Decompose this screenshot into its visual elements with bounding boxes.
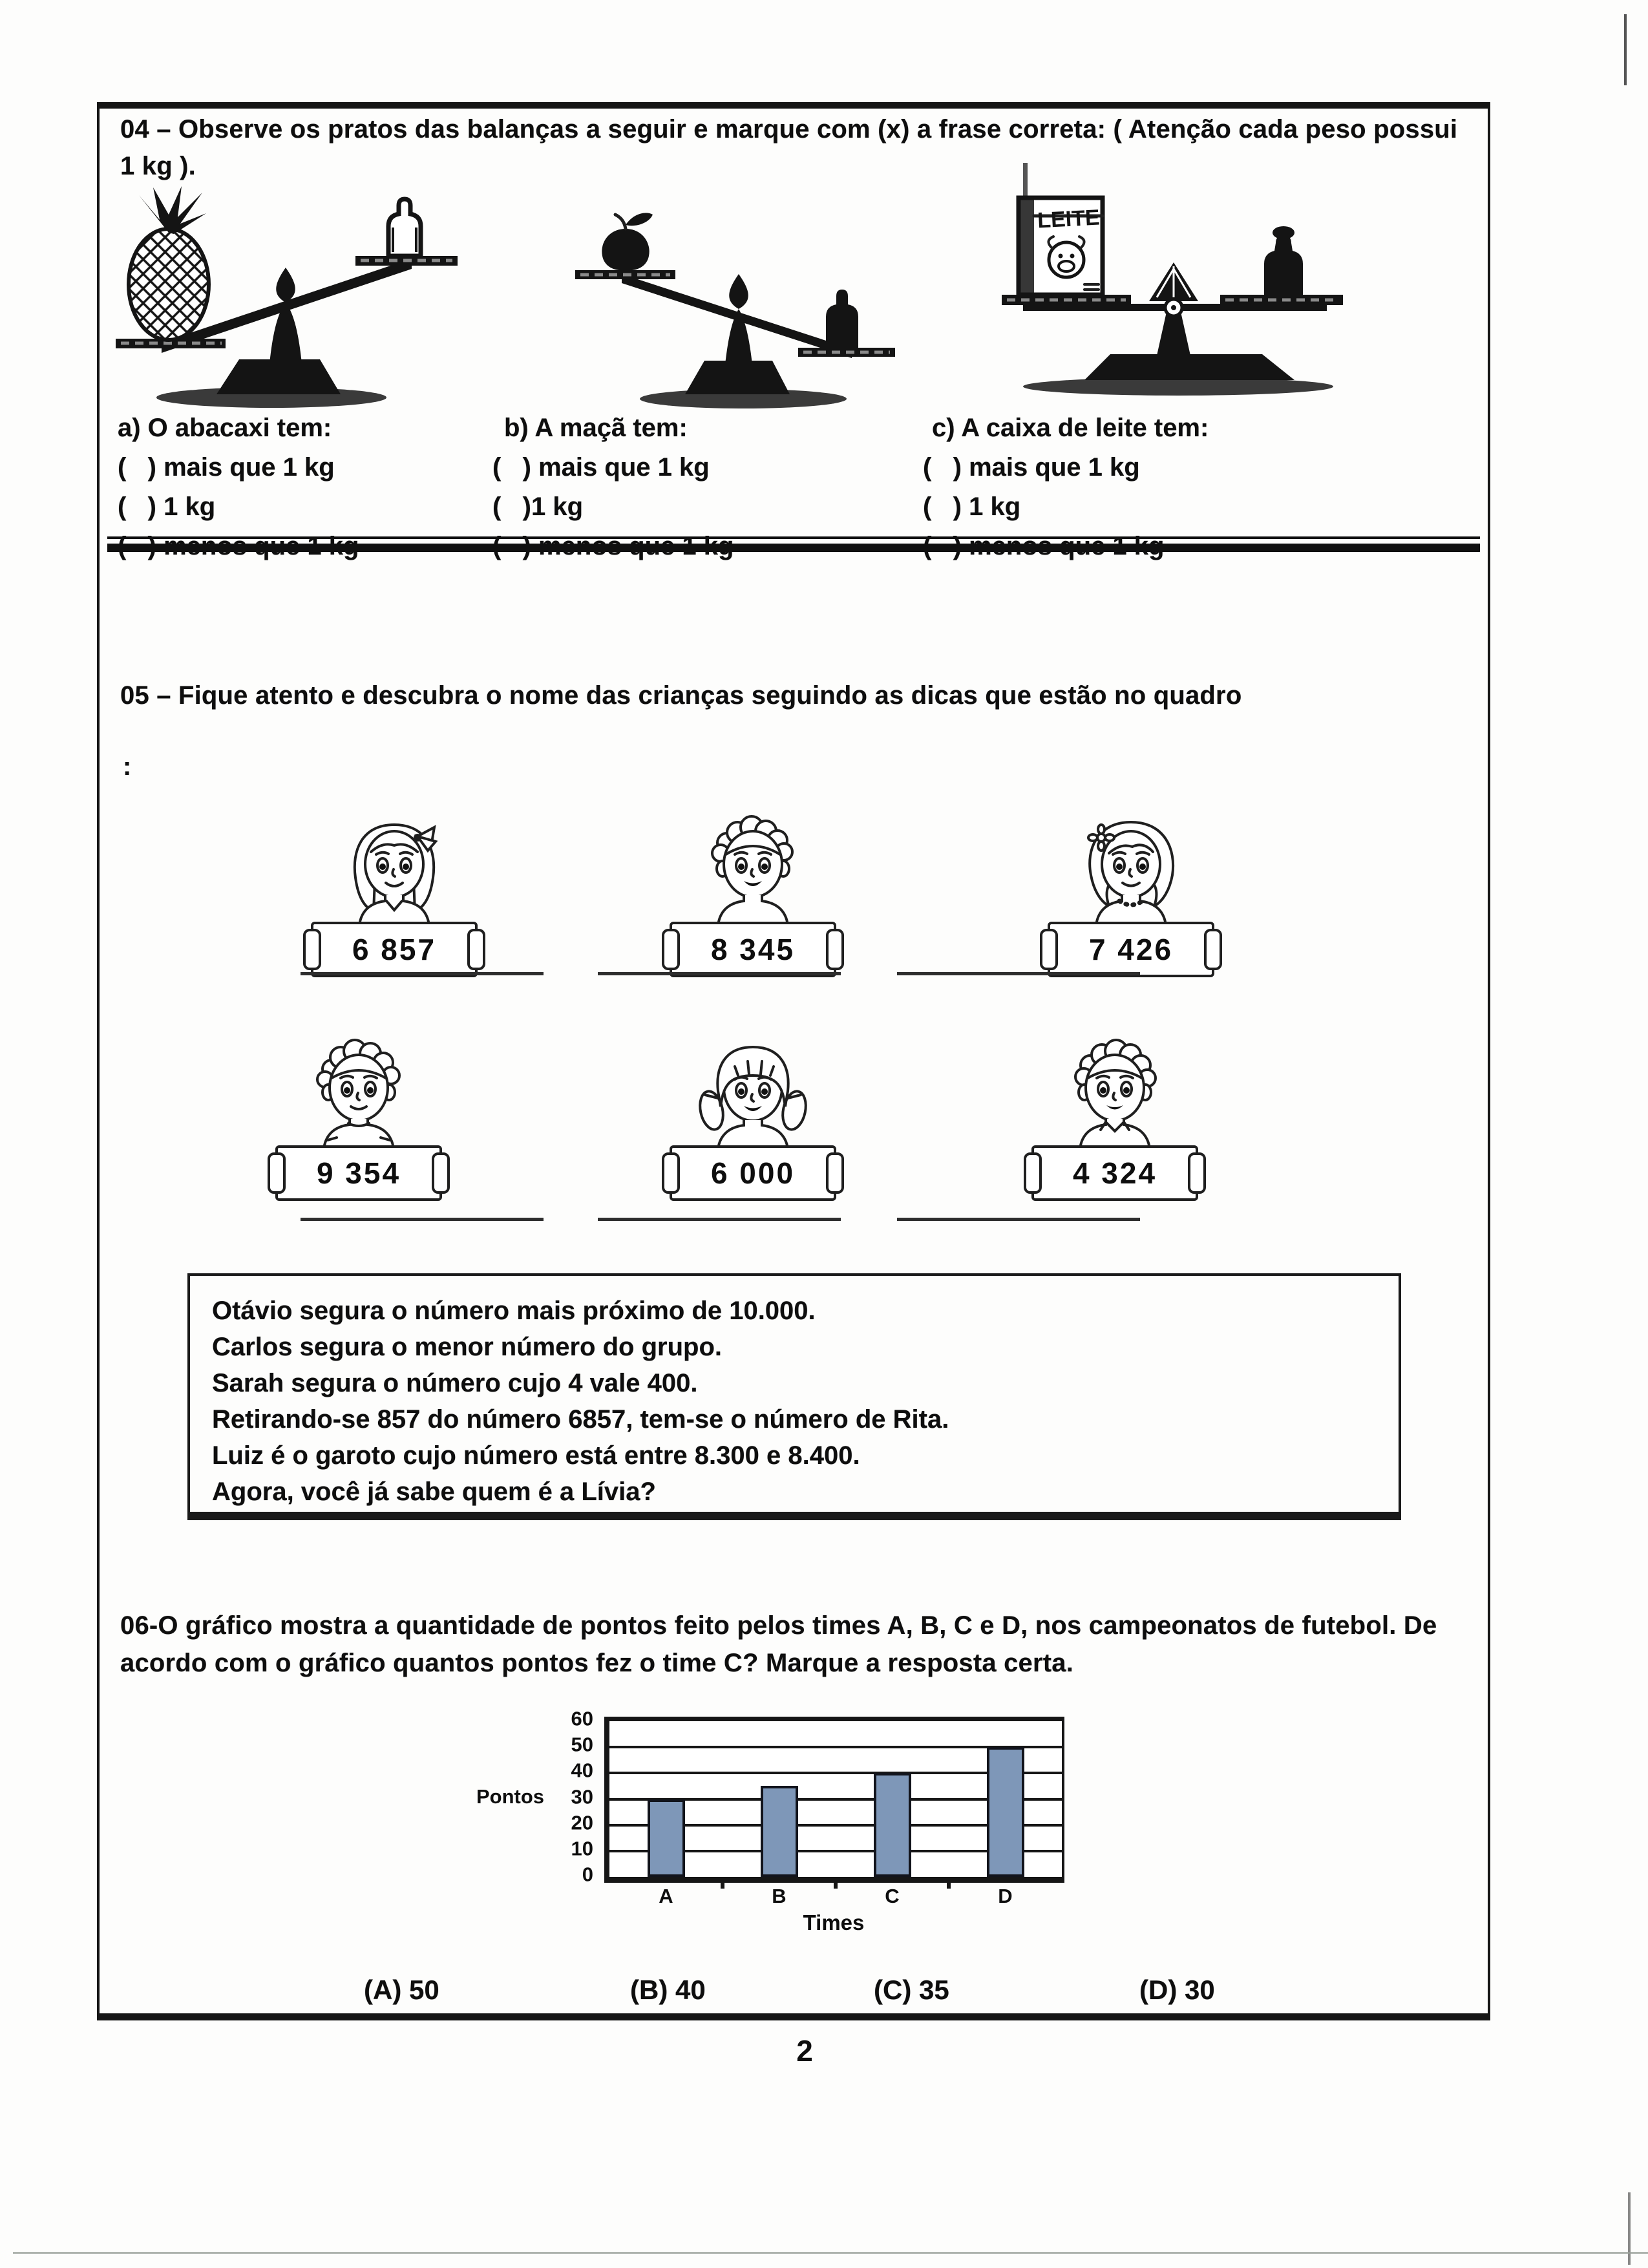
clue-4: Retirando-se 857 do número 6857, tem-se o número de Rita. — [212, 1405, 949, 1434]
option-column-b — [492, 408, 734, 566]
name-answer-line-3 — [897, 972, 1140, 975]
child-card-1 — [310, 803, 478, 977]
option-a-1: ( ) mais que 1 kg — [118, 453, 335, 482]
x-tick-label-A: A — [659, 1885, 673, 1907]
apple-leaf — [626, 213, 653, 226]
pineapple-crown — [139, 186, 206, 234]
balance-scale-apple — [549, 189, 924, 412]
name-answer-line-2 — [598, 972, 841, 975]
clue-3: Sarah segura o número cujo 4 vale 400. — [212, 1369, 698, 1397]
question-06-title: 06-O gráfico mostra a quantidade de pontos feito pelos times A, B, C e D, nos campeonatos de futebol. De acordo com o gráfico quantos pontos fez o time C? Marque a resposta certa. — [120, 1611, 1437, 1677]
boy-curly-illustration — [679, 803, 827, 927]
child-card-5 — [669, 1026, 837, 1201]
question-05-colon: : — [123, 752, 132, 781]
apple — [602, 229, 649, 270]
option-c-label: c) A caixa de leite tem: — [932, 414, 1209, 442]
y-tick-label-40: 40 — [571, 1759, 593, 1782]
boy-curly-collar-illustration — [1041, 1026, 1189, 1150]
balance-scale-pineapple — [107, 186, 481, 412]
answer-option-b: (B) 40 — [630, 1975, 706, 2005]
girl-bow-illustration — [320, 803, 469, 927]
bar-C — [874, 1773, 911, 1877]
question-05-title: 05 – Fique atento e descubra o nome das crianças seguindo as dicas que estão no quadro — [120, 681, 1242, 710]
option-b-2: ( )1 kg — [492, 493, 584, 521]
answer-option-c: (C) 35 — [874, 1975, 949, 2005]
clues-box — [187, 1273, 1401, 1520]
girl-pigtails-illustration — [679, 1026, 827, 1150]
option-b-1: ( ) mais que 1 kg — [492, 453, 710, 482]
name-answer-line-1 — [301, 972, 544, 975]
bar-A — [648, 1799, 685, 1878]
balance-scale-milk — [988, 186, 1382, 399]
child-card-4 — [275, 1026, 443, 1201]
clue-1: Otávio segura o número mais próximo de 10.000. — [212, 1297, 816, 1325]
chart-x-axis-title: Times — [803, 1911, 865, 1934]
weight-1kg — [826, 290, 858, 348]
scan-artifact-bottom-right — [1628, 2192, 1631, 2265]
answer-option-a: (A) 50 — [364, 1975, 439, 2005]
number-sign: 6 857 — [311, 922, 478, 977]
option-a-label: a) O abacaxi tem: — [118, 414, 332, 442]
y-tick-label-0: 0 — [582, 1863, 593, 1886]
number-sign: 7 426 — [1048, 922, 1214, 977]
boy-curly-illustration — [284, 1026, 433, 1150]
shadow — [1023, 377, 1333, 396]
clue-2: Carlos segura o menor número do grupo. — [212, 1333, 722, 1361]
scan-artifact-top-right — [1624, 14, 1627, 85]
clue-6: Agora, você já sabe quem é a Lívia? — [212, 1478, 656, 1506]
pineapple — [129, 229, 209, 340]
x-tick-label-D: D — [998, 1885, 1013, 1907]
option-c-1: ( ) mais que 1 kg — [923, 453, 1140, 482]
chart-plot — [604, 1717, 1064, 1883]
y-tick-label-50: 50 — [571, 1733, 593, 1756]
y-tick-label-10: 10 — [571, 1837, 593, 1860]
y-tick-label-30: 30 — [571, 1785, 593, 1808]
section-divider-thin — [107, 536, 1480, 539]
y-tick-label-20: 20 — [571, 1811, 593, 1834]
number-sign: 6 000 — [670, 1145, 836, 1201]
scan-artifact-bottom-line — [13, 2252, 1648, 2254]
number-sign: 8 345 — [670, 922, 836, 977]
y-tick-labels — [542, 1707, 593, 1886]
name-answer-line-5 — [598, 1218, 841, 1221]
option-b-label: b) A maçã tem: — [504, 414, 688, 442]
name-answer-line-4 — [301, 1218, 544, 1221]
bar-D — [987, 1747, 1024, 1877]
option-c-2: ( ) 1 kg — [923, 493, 1021, 521]
milk-carton-label: LEITE — [1037, 205, 1101, 233]
x-tick-label-B: B — [772, 1885, 787, 1907]
child-card-3 — [1047, 803, 1215, 977]
girl-flower-illustration — [1057, 803, 1205, 927]
child-card-2 — [669, 803, 837, 977]
answer-option-d: (D) 30 — [1139, 1975, 1215, 2005]
name-answer-line-6 — [897, 1218, 1140, 1221]
weight-1kg — [1264, 235, 1303, 295]
page-number: 2 — [796, 2034, 813, 2068]
question-04-title: 04 – Observe os pratos das balanças a seguir e marque com (x) a frase correta: ( Atenção cada peso possui 1 kg ). — [120, 115, 1458, 180]
option-column-c — [923, 408, 1209, 566]
section-divider — [107, 544, 1480, 552]
clue-5: Luiz é o garoto cujo número está entre 8.300 e 8.400. — [212, 1441, 860, 1470]
x-tick-label-C: C — [885, 1885, 900, 1907]
number-sign: 4 324 — [1031, 1145, 1198, 1201]
chart-y-axis-title: Pontos — [476, 1785, 545, 1808]
x-tick-labels — [609, 1885, 1062, 1911]
number-sign: 9 354 — [275, 1145, 442, 1201]
bar-B — [761, 1786, 798, 1877]
child-card-6 — [1031, 1026, 1199, 1201]
option-column-a — [118, 408, 359, 566]
option-a-2: ( ) 1 kg — [118, 493, 216, 521]
y-tick-label-60: 60 — [571, 1707, 593, 1730]
